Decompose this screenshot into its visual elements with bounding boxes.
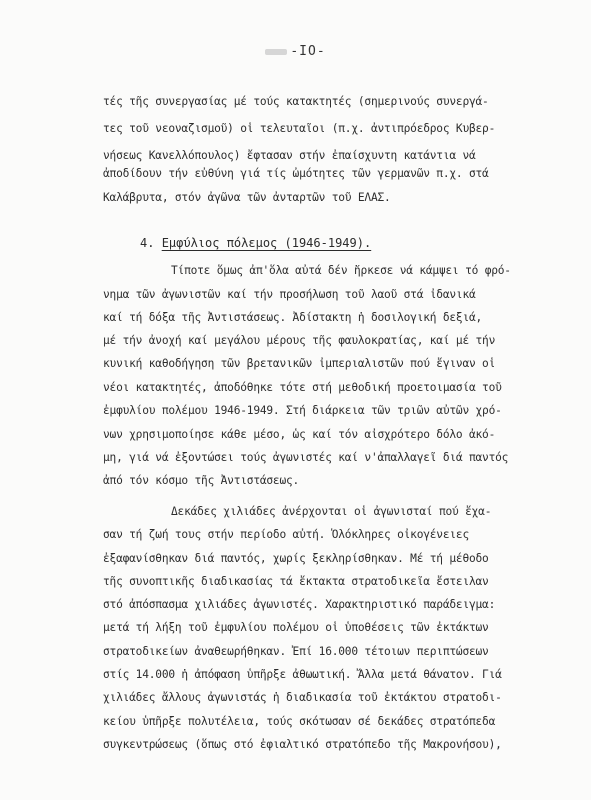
paragraph-1-line-2: τες τοῦ νεοναζισμοῦ) οἱ τελευταῖοι (π.χ. ἀντιπρόεδρος Κυβερ- (103, 122, 496, 135)
ink-smudge (265, 49, 287, 55)
paragraph-1-line-5: Καλάβρυτα, στόν ἀγῶνα τῶν ἀνταρτῶν τοῦ ΕΛΑΣ. (103, 191, 391, 204)
paragraph-1-line-3: νήσεως Κανελλόπουλος) ἔφτασαν στήν ἐπαίσχυντη κατάντια νά (103, 149, 476, 162)
page-number: -IO- (0, 44, 591, 59)
paragraph-2-line-5: κυνική καθοδήγηση τῶν βρετανικῶν ἰμπεριαλιστῶν πού ἔγιναν οἱ (103, 357, 496, 370)
paragraph-3-line-9: χιλιάδες ἄλλους ἀγωνιστάς ἡ διαδικασία τοῦ ἐκτάκτου στρατοδι- (103, 691, 502, 704)
paragraph-3-line-5: στό ἀπόσπασμα χιλιάδες ἀγωνιστές. Χαρακτηριστικό παράδειγμα: (103, 598, 496, 611)
paragraph-3-line-8: στίς 14.000 ἡ ἀπόφαση ὑπῆρξε ἀθωωτική. Ἄλλα μετά θάνατον. Γιά (103, 668, 502, 681)
paragraph-2-line-8: νων χρησιμοποίησε κάθε μέσο, ὡς καί τόν αἰσχρότερο δόλο ἀκό- (103, 428, 496, 441)
paragraph-2-line-4: μέ τήν ἀνοχή καί μεγάλου μέρους τῆς φαυλοκρατίας, καί μέ τήν (103, 334, 496, 347)
paragraph-2-line-1: Τίποτε ὅμως ἀπ'ὅλα αὐτά δέν ἤρκεσε νά κάμψει τό φρό- (171, 264, 511, 277)
paragraph-2-line-3: καί τή δόξα τῆς Ἀντιστάσεως. Ἀδίστακτη ἡ δοσιλογική δεξιά, (103, 311, 483, 324)
paragraph-2-line-2: νημα τῶν ἀγωνιστῶν καί τήν προσήλωση τοῦ λαοῦ στά ἰδανικά (103, 288, 476, 301)
paragraph-3-line-10: κείου ὑπῆρξε πολυτέλεια, τούς σκότωσαν σέ δεκάδες στρατόπεδα (103, 715, 496, 728)
section-number: 4. (140, 236, 155, 250)
paragraph-3-line-1: Δεκάδες χιλιάδες ἀνέρχονται οἱ ἀγωνισταί πού ἔχα- (171, 505, 492, 518)
section-heading (140, 236, 371, 250)
paragraph-2-line-7: ἐμφυλίου πολέμου 1946-1949. Στή διάρκεια τῶν τριῶν αὐτῶν χρό- (103, 404, 502, 417)
paragraph-3-line-6: μετά τή λήξη τοῦ ἐμφυλίου πολέμου οἱ ὑποθέσεις τῶν ἐκτάκτων (103, 621, 489, 634)
paragraph-3-line-7: στρατοδικείων ἀναθεωρήθηκαν. Ἐπί 16.000 τέτοιων περιπτώσεων (103, 645, 489, 658)
paragraph-2-line-9: μη, γιά νά ἐξοντώσει τούς ἀγωνιστές καί ν'ἀπαλλαγεῖ διά παντός (103, 451, 509, 464)
paragraph-3-line-3: ἐξαφανίσθηκαν διά παντός, χωρίς ξεκληρίσθηκαν. Μέ τή μέθοδο (103, 552, 489, 565)
section-title: Εμφύλιος πόλεμος (1946-1949). (161, 236, 372, 250)
paragraph-3-line-4: τῆς συνοπτικῆς διαδικασίας τά ἔκτακτα στρατοδικεῖα ἔστειλαν (103, 575, 489, 588)
paragraph-2-line-10: ἀπό τόν κόσμο τῆς Ἀντιστάσεως. (103, 474, 300, 487)
paragraph-1-line-1: τές τῆς συνεργασίας μέ τούς κατακτητές (σημερινούς συνεργά- (103, 95, 489, 108)
paragraph-1-line-4: ἀποδίδουν τήν εὐθύνη γιά τίς ὠμότητες τῶν γερμανῶν π.χ. στά (103, 167, 489, 180)
paragraph-2-line-6: νέοι κατακτητές, ἀποδόθηκε τότε στή μεθοδική προετοιμασία τοῦ (103, 381, 502, 394)
paragraph-3-line-11: συγκεντρώσεως (ὅπως στό ἐφιαλτικό στρατόπεδο τῆς Μακρονήσου), (103, 738, 502, 751)
paragraph-3-line-2: σαν τή ζωή τους στήν περίοδο αὐτή. Ὁλόκληρες οἰκογένειες (103, 528, 469, 541)
